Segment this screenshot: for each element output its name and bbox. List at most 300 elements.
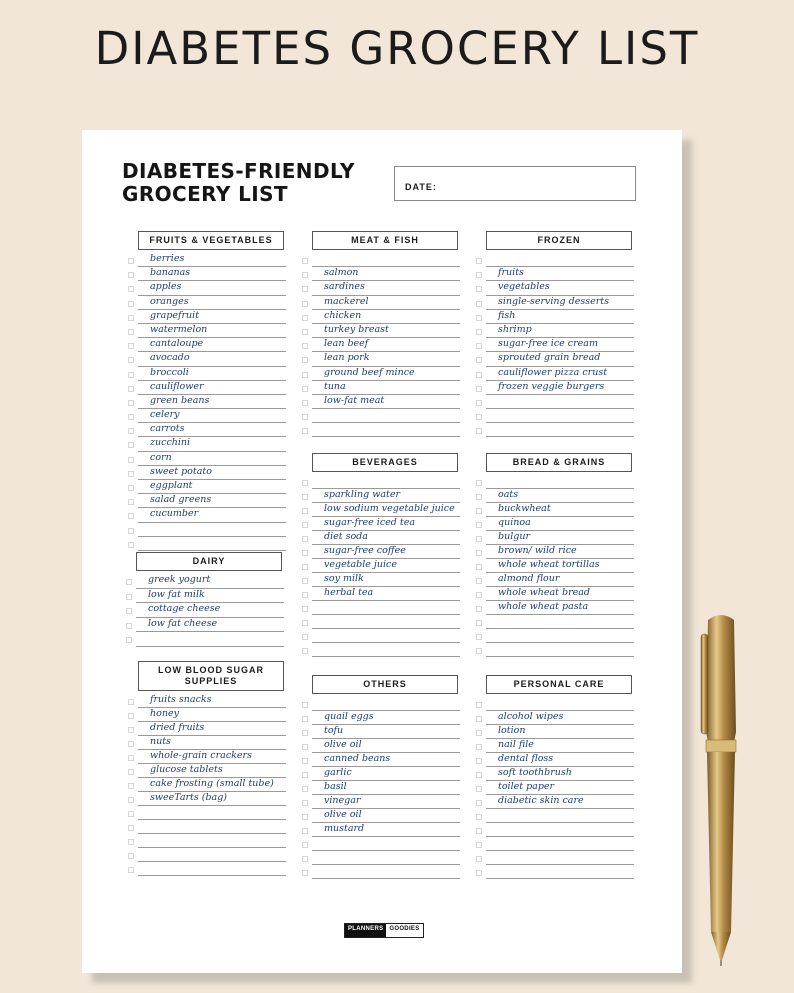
checkbox-icon[interactable] (476, 856, 482, 862)
list-item: quinoa (498, 517, 531, 528)
checklist-row[interactable] (486, 865, 634, 879)
checkbox-icon[interactable] (302, 702, 308, 708)
checkbox-icon[interactable] (476, 716, 482, 722)
checklist-row[interactable] (486, 739, 634, 753)
checklist-row[interactable] (312, 753, 460, 767)
checklist-row[interactable] (138, 834, 286, 848)
checkbox-icon[interactable] (476, 522, 482, 528)
list-item: watermelon (150, 323, 208, 335)
checklist-row[interactable] (312, 531, 460, 545)
checkbox-icon[interactable] (302, 258, 308, 264)
checklist-row[interactable] (138, 409, 286, 423)
checklist-row[interactable] (312, 324, 460, 338)
list-item: basil (324, 781, 347, 792)
checklist-row[interactable] (312, 739, 460, 753)
checkbox-icon[interactable] (476, 315, 482, 321)
checkbox-icon[interactable] (302, 814, 308, 820)
checklist-row[interactable] (486, 531, 634, 545)
checklist-row[interactable] (138, 508, 286, 522)
list-item: vegetable juice (324, 559, 397, 570)
checklist-row[interactable] (136, 574, 284, 589)
section-header: LOW BLOOD SUGAR SUPPLIES (138, 661, 284, 691)
checklist-row[interactable] (138, 764, 286, 778)
checkbox-icon[interactable] (476, 550, 482, 556)
checkbox-icon[interactable] (476, 634, 482, 640)
checklist-row[interactable] (136, 589, 284, 604)
list-item: cottage cheese (148, 603, 221, 614)
checklist-row[interactable] (312, 697, 460, 711)
checkbox-icon[interactable] (302, 786, 308, 792)
write-line (486, 878, 634, 879)
checkbox-icon[interactable] (476, 772, 482, 778)
checkbox-icon[interactable] (476, 758, 482, 764)
checkbox-icon[interactable] (476, 648, 482, 654)
checkbox-icon[interactable] (302, 386, 308, 392)
checkbox-icon[interactable] (128, 485, 134, 491)
checkbox-icon[interactable] (128, 867, 134, 873)
checklist-row[interactable] (312, 781, 460, 795)
checkbox-icon[interactable] (302, 508, 308, 514)
list-item: celery (150, 409, 180, 421)
list-item: bulgur (498, 531, 530, 542)
list-item: cake frosting (small tube) (150, 778, 274, 789)
checklist-row[interactable] (138, 722, 286, 736)
checklist-row[interactable] (138, 736, 286, 750)
checklist (136, 574, 284, 647)
checkbox-icon[interactable] (128, 783, 134, 789)
checklist-row[interactable] (486, 281, 634, 295)
checkbox-icon[interactable] (128, 528, 134, 534)
checklist-row[interactable] (486, 559, 634, 573)
list-item: broccoli (150, 366, 189, 378)
list-item: chicken (324, 309, 362, 321)
checklist-row[interactable] (138, 423, 286, 437)
checklist-row[interactable] (138, 480, 286, 494)
section-header: FROZEN (486, 231, 632, 250)
checklist-row[interactable] (486, 837, 634, 851)
checklist-row[interactable] (312, 296, 460, 310)
list-item: single-serving desserts (498, 295, 609, 307)
checklist-row[interactable] (312, 837, 460, 851)
checklist-row[interactable] (312, 395, 460, 409)
checklist-row[interactable] (312, 629, 460, 643)
checklist-row[interactable] (136, 618, 284, 633)
checkbox-icon[interactable] (302, 730, 308, 736)
checkbox-icon[interactable] (128, 825, 134, 831)
checkbox-icon[interactable] (302, 494, 308, 500)
checklist-row[interactable] (138, 267, 286, 281)
checklist-row[interactable] (486, 423, 634, 437)
checkbox-icon[interactable] (476, 744, 482, 750)
checklist-row[interactable] (138, 694, 286, 708)
checklist-row[interactable] (312, 725, 460, 739)
checklist-row[interactable] (138, 437, 286, 451)
checklist-row[interactable] (312, 423, 460, 437)
checkbox-icon[interactable] (476, 343, 482, 349)
checklist-row[interactable] (486, 395, 634, 409)
checklist-row[interactable] (138, 466, 286, 480)
checkbox-icon[interactable] (128, 727, 134, 733)
checklist (138, 694, 286, 876)
checklist-row[interactable] (486, 753, 634, 767)
checklist-row[interactable] (138, 310, 286, 324)
checkbox-icon[interactable] (128, 513, 134, 519)
checkbox-icon[interactable] (476, 814, 482, 820)
section-header: PERSONAL CARE (486, 675, 632, 694)
checklist-row[interactable] (312, 281, 460, 295)
checkbox-icon[interactable] (476, 592, 482, 598)
checkbox-icon[interactable] (476, 730, 482, 736)
section-others (312, 675, 460, 879)
checklist-row[interactable] (486, 851, 634, 865)
checkbox-icon[interactable] (302, 480, 308, 486)
checklist-row[interactable] (486, 573, 634, 587)
checklist-row[interactable] (138, 452, 286, 466)
write-line (312, 878, 460, 879)
checklist-row[interactable] (486, 643, 634, 657)
checklist-row[interactable] (312, 865, 460, 879)
checkbox-icon[interactable] (128, 839, 134, 845)
checklist-row[interactable] (312, 823, 460, 837)
checkbox-icon[interactable] (126, 637, 132, 643)
checklist-row[interactable] (312, 338, 460, 352)
checkbox-icon[interactable] (302, 828, 308, 834)
checkbox-icon[interactable] (302, 772, 308, 778)
checkbox-icon[interactable] (302, 414, 308, 420)
section-dairy (136, 552, 284, 647)
checkbox-icon[interactable] (128, 457, 134, 463)
checklist-row[interactable] (138, 253, 286, 267)
checklist-row[interactable] (486, 475, 634, 489)
list-item: mackerel (324, 295, 369, 307)
list-item: fish (498, 309, 516, 321)
checkbox-icon[interactable] (476, 414, 482, 420)
checkbox-icon[interactable] (128, 357, 134, 363)
list-item: sprouted grain bread (498, 352, 601, 364)
checkbox-icon[interactable] (476, 578, 482, 584)
checklist-row[interactable] (138, 537, 286, 551)
checklist-row[interactable] (312, 253, 460, 267)
checkbox-icon[interactable] (128, 329, 134, 335)
checklist-row[interactable] (312, 587, 460, 601)
checkbox-icon[interactable] (476, 828, 482, 834)
checkbox-icon[interactable] (128, 258, 134, 264)
checkbox-icon[interactable] (476, 786, 482, 792)
checkbox-icon[interactable] (302, 744, 308, 750)
checkbox-icon[interactable] (476, 357, 482, 363)
checklist-row[interactable] (312, 615, 460, 629)
checklist-row[interactable] (312, 711, 460, 725)
checkbox-icon[interactable] (302, 400, 308, 406)
list-item: nail file (498, 739, 534, 750)
checkbox-icon[interactable] (302, 272, 308, 278)
list-item: soy milk (324, 573, 364, 584)
checkbox-icon[interactable] (128, 372, 134, 378)
section-frozen (486, 231, 634, 437)
checklist-row[interactable] (486, 381, 634, 395)
checkbox-icon[interactable] (128, 755, 134, 761)
checkbox-icon[interactable] (476, 386, 482, 392)
checklist-row[interactable] (138, 352, 286, 366)
checklist-row[interactable] (312, 601, 460, 615)
checkbox-icon[interactable] (128, 471, 134, 477)
checklist-row[interactable] (486, 352, 634, 366)
checkbox-icon[interactable] (476, 842, 482, 848)
checkbox-icon[interactable] (302, 592, 308, 598)
checklist-row[interactable] (312, 573, 460, 587)
checkbox-icon[interactable] (302, 315, 308, 321)
checklist-row[interactable] (486, 629, 634, 643)
document-title (122, 160, 355, 206)
section-bread-grains (486, 453, 634, 657)
checklist-row[interactable] (312, 809, 460, 823)
checklist-row[interactable] (138, 862, 286, 876)
checkbox-icon[interactable] (128, 811, 134, 817)
checkbox-icon[interactable] (128, 542, 134, 548)
checklist-row[interactable] (486, 697, 634, 711)
checkbox-icon[interactable] (476, 800, 482, 806)
checkbox-icon[interactable] (128, 315, 134, 321)
checklist-row[interactable] (486, 587, 634, 601)
checkbox-icon[interactable] (476, 536, 482, 542)
checkbox-icon[interactable] (476, 606, 482, 612)
list-item: alcohol wipes (498, 711, 564, 722)
list-item: tofu (324, 725, 344, 736)
checkbox-icon[interactable] (126, 623, 132, 629)
checkbox-icon[interactable] (476, 870, 482, 876)
checklist (138, 253, 286, 551)
list-item: low sodium vegetable juice (324, 503, 455, 514)
write-line (486, 436, 634, 437)
checkbox-icon[interactable] (128, 699, 134, 705)
checklist-row[interactable] (486, 409, 634, 423)
list-item: tuna (324, 380, 346, 392)
checklist-row[interactable] (486, 253, 634, 267)
checklist (312, 475, 460, 657)
checklist-row[interactable] (138, 338, 286, 352)
checklist-row[interactable] (136, 603, 284, 618)
checkbox-icon[interactable] (128, 272, 134, 278)
checkbox-icon[interactable] (476, 620, 482, 626)
checklist-row[interactable] (486, 517, 634, 531)
checkbox-icon[interactable] (302, 800, 308, 806)
checkbox-icon[interactable] (128, 400, 134, 406)
checkbox-icon[interactable] (302, 634, 308, 640)
checkbox-icon[interactable] (128, 386, 134, 392)
section-header: OTHERS (312, 675, 458, 694)
checklist-row[interactable] (486, 767, 634, 781)
checkbox-icon[interactable] (302, 536, 308, 542)
checkbox-icon[interactable] (128, 797, 134, 803)
checklist-row[interactable] (486, 809, 634, 823)
list-item: shrimp (498, 323, 532, 335)
checkbox-icon[interactable] (302, 578, 308, 584)
checkbox-icon[interactable] (476, 702, 482, 708)
checkbox-icon[interactable] (476, 301, 482, 307)
checkbox-icon[interactable] (476, 400, 482, 406)
checklist-row[interactable] (486, 781, 634, 795)
list-item: dried fruits (150, 722, 205, 733)
checklist-row[interactable] (486, 545, 634, 559)
checkbox-icon[interactable] (128, 301, 134, 307)
write-line (312, 656, 460, 657)
checklist-row[interactable] (138, 367, 286, 381)
checklist-row[interactable] (486, 711, 634, 725)
checklist (486, 475, 634, 657)
checklist-row[interactable] (486, 823, 634, 837)
write-line (136, 646, 284, 647)
checkbox-icon[interactable] (302, 301, 308, 307)
list-item: dental floss (498, 753, 554, 764)
checklist-row[interactable] (486, 296, 634, 310)
checklist-row[interactable] (486, 795, 634, 809)
checklist-row[interactable] (312, 559, 460, 573)
checklist-row[interactable] (138, 281, 286, 295)
date-field[interactable] (394, 166, 636, 201)
list-item: diabetic skin care (498, 795, 584, 806)
checkbox-icon[interactable] (128, 853, 134, 859)
list-item: sardines (324, 281, 365, 293)
list-item: sugar-free ice cream (498, 338, 598, 350)
checklist-row[interactable] (312, 409, 460, 423)
checkbox-icon[interactable] (476, 508, 482, 514)
checkbox-icon[interactable] (476, 480, 482, 486)
checkbox-icon[interactable] (302, 648, 308, 654)
checkbox-icon[interactable] (128, 286, 134, 292)
list-item: soft toothbrush (498, 767, 572, 778)
checklist-row[interactable] (312, 367, 460, 381)
checklist-row[interactable] (312, 851, 460, 865)
checklist-row[interactable] (312, 310, 460, 324)
checkbox-icon[interactable] (302, 329, 308, 335)
checklist-row[interactable] (312, 381, 460, 395)
checkbox-icon[interactable] (302, 620, 308, 626)
list-item: whole wheat tortillas (498, 559, 600, 570)
checklist-row[interactable] (138, 708, 286, 722)
list-item: sweet potato (150, 465, 212, 477)
list-item: low-fat meat (324, 394, 385, 406)
checkbox-icon[interactable] (128, 442, 134, 448)
checklist-row[interactable] (486, 367, 634, 381)
checkbox-icon[interactable] (126, 608, 132, 614)
checklist-row[interactable] (312, 795, 460, 809)
list-item: ground beef mince (324, 366, 415, 378)
list-item: whole wheat pasta (498, 601, 589, 612)
checklist-row[interactable] (138, 848, 286, 862)
list-item: bananas (150, 267, 191, 279)
checkbox-icon[interactable] (302, 606, 308, 612)
checkbox-icon[interactable] (126, 579, 132, 585)
list-item: grapefruit (150, 309, 200, 321)
section-header: BREAD & GRAINS (486, 453, 632, 472)
list-item: apples (150, 281, 182, 293)
checklist-row[interactable] (312, 475, 460, 489)
checklist-row[interactable] (312, 545, 460, 559)
checklist-row[interactable] (486, 489, 634, 503)
checklist-row[interactable] (312, 489, 460, 503)
checklist-row[interactable] (138, 381, 286, 395)
checkbox-icon[interactable] (476, 286, 482, 292)
checklist-row[interactable] (486, 615, 634, 629)
checklist-row[interactable] (312, 267, 460, 281)
checkbox-icon[interactable] (476, 428, 482, 434)
checkbox-icon[interactable] (128, 713, 134, 719)
checkbox-icon[interactable] (302, 716, 308, 722)
checklist-row[interactable] (138, 296, 286, 310)
checkbox-icon[interactable] (476, 272, 482, 278)
checkbox-icon[interactable] (128, 769, 134, 775)
checkbox-icon[interactable] (128, 499, 134, 505)
checklist-row[interactable] (486, 725, 634, 739)
checklist-row[interactable] (138, 523, 286, 537)
checkbox-icon[interactable] (302, 870, 308, 876)
checklist-row[interactable] (138, 820, 286, 834)
list-item: whole wheat bread (498, 587, 591, 598)
checkbox-icon[interactable] (476, 494, 482, 500)
checkbox-icon[interactable] (302, 428, 308, 434)
checklist-row[interactable] (312, 643, 460, 657)
checkbox-icon[interactable] (476, 372, 482, 378)
list-item: zucchini (150, 437, 191, 449)
checkbox-icon[interactable] (476, 329, 482, 335)
checkbox-icon[interactable] (126, 594, 132, 600)
checkbox-icon[interactable] (302, 550, 308, 556)
checklist-row[interactable] (312, 767, 460, 781)
checkbox-icon[interactable] (128, 343, 134, 349)
list-item: glucose tablets (150, 764, 223, 775)
checklist-row[interactable] (486, 310, 634, 324)
checkbox-icon[interactable] (302, 286, 308, 292)
checkbox-icon[interactable] (302, 842, 308, 848)
checklist-row[interactable] (486, 338, 634, 352)
checklist-row[interactable] (486, 324, 634, 338)
checklist-row[interactable] (136, 632, 284, 647)
checkbox-icon[interactable] (302, 758, 308, 764)
list-item: green beans (150, 394, 210, 406)
checklist-row[interactable] (486, 601, 634, 615)
checklist-row[interactable] (138, 778, 286, 792)
checklist-row[interactable] (138, 750, 286, 764)
checkbox-icon[interactable] (302, 522, 308, 528)
checkbox-icon[interactable] (128, 414, 134, 420)
list-item: oranges (150, 295, 189, 307)
checklist-row[interactable] (312, 517, 460, 531)
list-item: cauliflower pizza crust (498, 366, 608, 378)
checklist-row[interactable] (312, 503, 460, 517)
checkbox-icon[interactable] (476, 258, 482, 264)
checklist-row[interactable] (138, 324, 286, 338)
checklist-row[interactable] (138, 395, 286, 409)
checkbox-icon[interactable] (128, 741, 134, 747)
list-item: herbal tea (324, 587, 374, 598)
checkbox-icon[interactable] (476, 564, 482, 570)
checklist-row[interactable] (138, 494, 286, 508)
checkbox-icon[interactable] (302, 343, 308, 349)
list-item: sparkling water (324, 489, 400, 500)
checklist-row[interactable] (138, 806, 286, 820)
checkbox-icon[interactable] (302, 564, 308, 570)
checklist-row[interactable] (486, 267, 634, 281)
list-item: greek yogurt (148, 574, 211, 585)
checklist-row[interactable] (486, 503, 634, 517)
checkbox-icon[interactable] (302, 856, 308, 862)
checklist-row[interactable] (312, 352, 460, 366)
checkbox-icon[interactable] (302, 372, 308, 378)
checkbox-icon[interactable] (128, 428, 134, 434)
checklist-row[interactable] (138, 792, 286, 806)
checkbox-icon[interactable] (302, 357, 308, 363)
list-item: eggplant (150, 480, 193, 491)
